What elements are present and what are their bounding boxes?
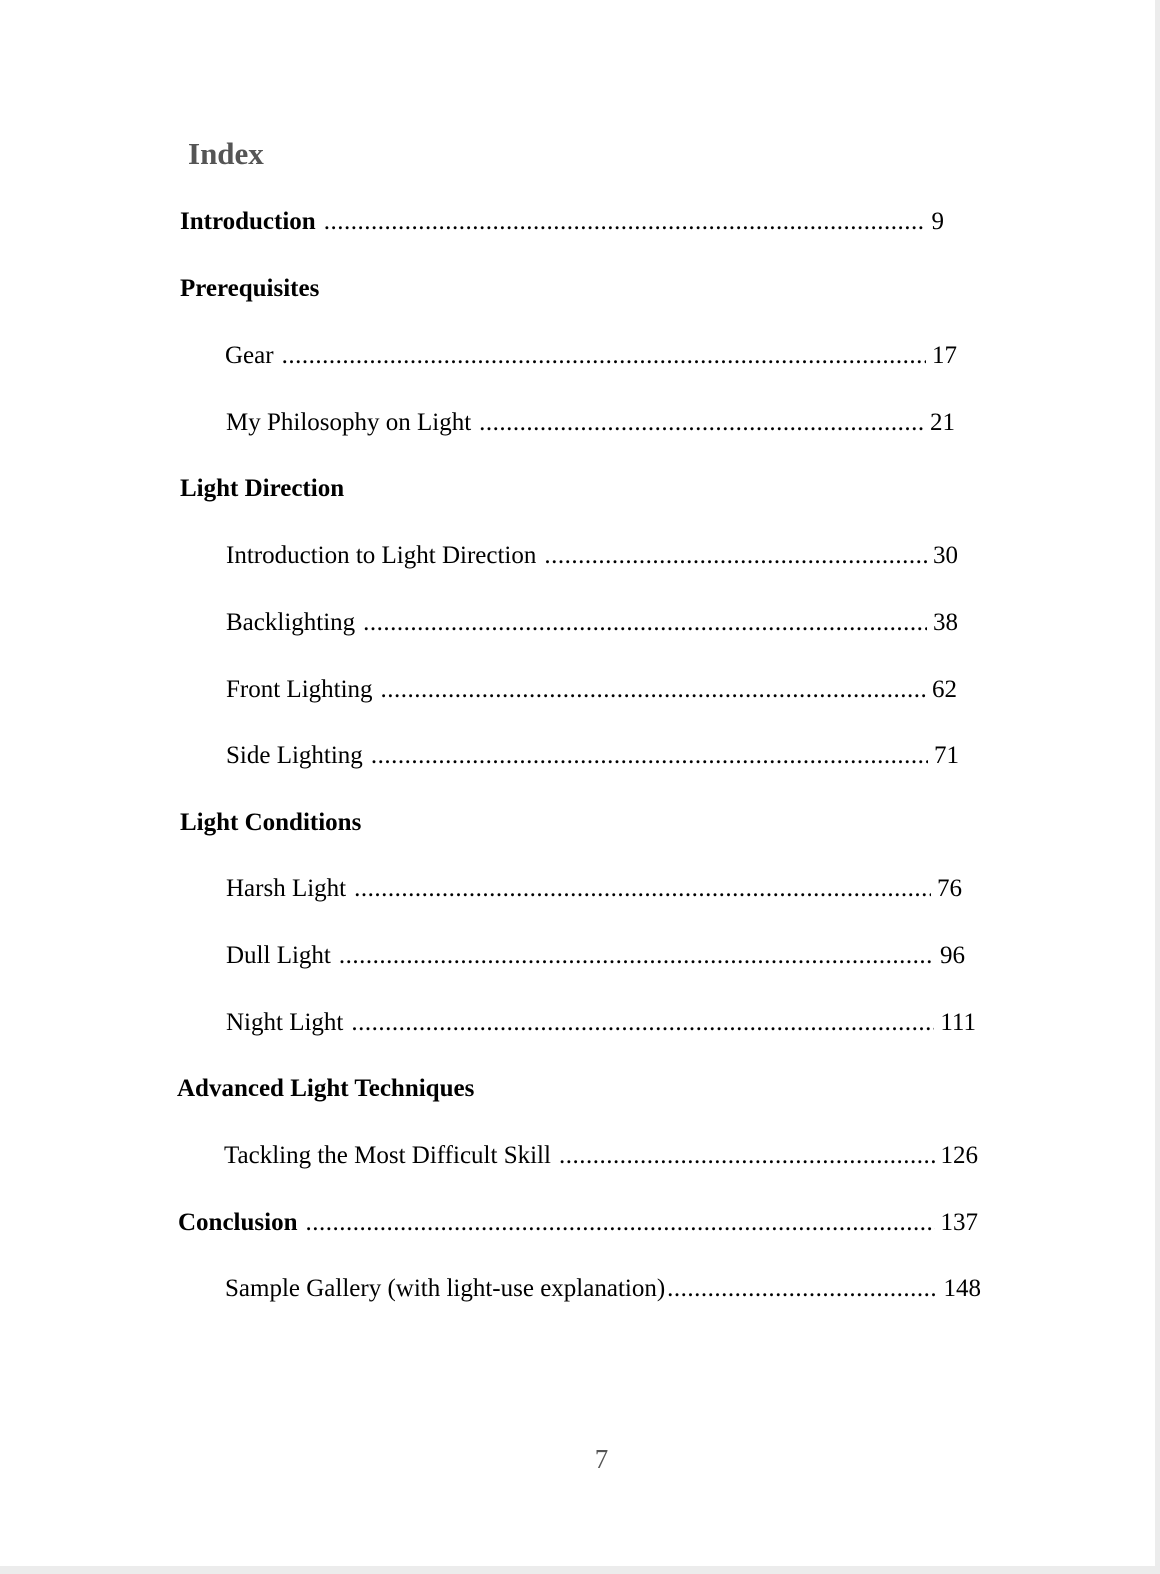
dot-leader [544,539,927,573]
toc-entry-label: My Philosophy on Light [226,409,472,436]
toc-entry-tackling-the-most-difficult-skill[interactable] [224,1139,978,1173]
dot-leader [371,739,928,773]
toc-entry-page: 126 [940,1142,978,1169]
toc-entry-page: 137 [940,1209,978,1236]
toc-entry-page: 96 [940,942,965,969]
toc-entry-conclusion[interactable] [178,1206,978,1240]
toc-entry-label: Sample Gallery (with light-use explanation) [225,1275,666,1302]
toc-entry-page: 76 [937,875,962,902]
toc-entry-label: Front Lighting [226,676,373,703]
toc-entry-page: 148 [943,1275,981,1302]
toc-section-label: Light Conditions [180,809,362,836]
toc-entry-label: Introduction [180,208,316,235]
toc-entry-page: 38 [933,609,958,636]
toc-entry-introduction[interactable] [180,205,944,239]
dot-leader [305,1206,934,1240]
toc-entry-my-philosophy-on-light[interactable] [226,406,955,440]
toc-entry-label: Harsh Light [226,875,347,902]
dot-leader [354,872,931,906]
toc-entry-introduction-to-light-direction[interactable] [226,539,958,573]
toc-entry-label: Introduction to Light Direction [226,542,537,569]
toc-entry-label: Backlighting [226,609,356,636]
toc-section-light-conditions [180,806,361,840]
page-number: 7 [594,1444,609,1474]
toc-section-label: Prerequisites [180,275,320,302]
dot-leader [559,1139,935,1173]
toc-entry-gear[interactable] [225,339,957,373]
toc-section-label: Light Direction [180,475,345,502]
toc-entry-page: 111 [940,1009,976,1036]
dot-leader [363,606,927,640]
page-edge-bottom [0,1566,1160,1574]
toc-section-light-direction [180,472,344,506]
toc-entry-page: 9 [931,208,944,235]
toc-entry-label: Tackling the Most Difficult Skill [224,1142,551,1169]
toc-entry-night-light[interactable] [226,1006,976,1040]
toc-entry-page: 62 [932,676,957,703]
dot-leader [282,339,926,373]
toc-entry-dull-light[interactable] [226,939,965,973]
toc-section-advanced-light-techniques [177,1072,474,1106]
toc-entry-front-lighting[interactable] [226,673,957,707]
dot-leader [324,205,926,239]
toc-entry-label: Side Lighting [226,742,363,769]
dot-leader [667,1272,937,1306]
toc-entry-label: Conclusion [178,1209,298,1236]
toc-entry-page: 71 [934,742,959,769]
toc-entry-side-lighting[interactable] [226,739,959,773]
page-edge-right [1155,0,1160,1574]
dot-leader [351,1006,934,1040]
toc-entry-page: 30 [933,542,958,569]
dot-leader [339,939,934,973]
dot-leader [381,673,926,707]
page-title: Index [188,136,264,171]
toc-entry-backlighting[interactable] [226,606,958,640]
toc-entry-label: Night Light [226,1009,344,1036]
dot-leader [479,406,924,440]
toc-section-prerequisites [180,272,319,306]
toc-section-label: Advanced Light Techniques [177,1075,475,1102]
toc-entry-page: 21 [930,409,955,436]
toc-entry-harsh-light[interactable] [226,872,962,906]
toc-entry-label: Gear [225,342,274,369]
toc-entry-sample-gallery[interactable] [225,1272,981,1306]
toc-entry-page: 17 [932,342,957,369]
toc-entry-label: Dull Light [226,942,331,969]
